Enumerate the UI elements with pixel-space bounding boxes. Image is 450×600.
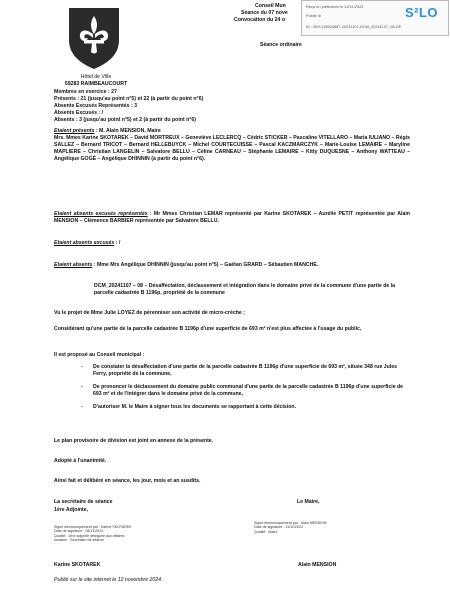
body-p6: Ainsi fait et délibéré en séance, les jour, mois et an susdits.	[54, 478, 201, 484]
excused-paragraph	[54, 240, 410, 247]
council-line-1: Conseil Mun	[255, 3, 286, 9]
excused-represented-label: Etaient absents excusés représentés	[54, 211, 148, 217]
deliberation-title: DCM_20241107 – 08 – Désaffectation, déclassement et intégration dans le domaine privé de la commune d'une partie de la parcelle cadastrée B 1196p, propriété de la commune	[94, 283, 396, 296]
stamp-received: Reçu en préfecture le 12/11/2024	[306, 4, 364, 9]
mayor-title: Le Maire,	[297, 499, 320, 505]
body-p3: Il est proposé au Conseil municipal :	[54, 352, 145, 358]
prefecture-stamp	[301, 0, 449, 36]
body-p2: Considérant qu'une partie de la parcelle cadastrée B 1196p d'une superficie de 693 m² n'est plus affectée à l'usage du public,	[54, 326, 362, 332]
town-hall: Hôtel de Ville	[80, 74, 112, 80]
sig-line: Qualité : 1ère adjointe déléguée aux affaires	[54, 533, 125, 538]
attendance-block	[54, 89, 414, 124]
sig-line: Signé électroniquement par : Alain MENSION	[254, 521, 327, 525]
excused-label: Etaient absents excusés	[54, 240, 115, 246]
session-type: Séance ordinaire	[260, 42, 302, 48]
present-paragraph	[54, 128, 410, 163]
publication-note: Publié sur le site internet le 12 novembre 2024.	[54, 577, 163, 583]
decision-item: - De constater la désaffectation d'une partie de la parcelle cadastrée B 1196p d'une superficie de 693 m², située 348 rue Jules Ferry, propriété de la commune,	[81, 364, 409, 378]
town-address: 59283 RAIMBEAUCOURT	[64, 81, 128, 87]
sig-line: Date de signature : 08/11/2024	[54, 529, 104, 534]
stamp-published: Publié le	[306, 13, 321, 18]
excused-represented-text: : Mr Mmes Christian LEMAR représenté par Karine SKOTAREK – Aurélie PETIT représentée par Alain MENSION – Clémence BARBIER représentée par Salvatore BELLU.	[54, 211, 410, 224]
sig-line: Date de signature : 11/11/2024	[254, 525, 303, 530]
slo-logo: S²LO	[404, 5, 438, 20]
absent-label: Etaient absents	[54, 262, 93, 268]
excused-represented-paragraph	[54, 211, 410, 225]
absent-text: : Mme Mrs Angélique DHINNIN (jusqu'au point n°5) – Gaëtan GRARD – Sébastien MANCHE.	[92, 262, 319, 268]
secretary-role: 1ère Adjointe,	[54, 507, 89, 513]
present-count: Présents : 21 (jusqu'au point n°5) et 22 (à partir du point n°6)	[54, 95, 204, 102]
excused-text: : /	[114, 240, 121, 246]
council-line-3: Convocation du 24 o	[234, 17, 286, 23]
council-line-2: Séance du 07 nove	[241, 10, 288, 16]
secretary-e-signature	[54, 525, 214, 543]
absent-count: Absents : 3 (jusqu'au point n°5) et 2 (à partir du point n°6)	[54, 116, 196, 123]
sig-line: Signé électroniquement par : Karine SKOTAREK	[54, 525, 132, 529]
sig-line: Qualité : Maire	[254, 529, 278, 534]
present-names: Mrs. Mmes Karine SKOTAREK – David MORTREUX – Geneviève LECLERCQ – Cédric STICKER – Pascaline VITELLARO – Maria IULIANO – Régis SALLEZ – Bernard TRICOT – Bernard HELLEBUYCK – Michel COURTECUISSE – Pascal KACZMARCZYK – Marie-Louise LEMAIRE – Maryline MAPLIERE – Christian LANGELIN – Salvatore BELLU – Céline CARNEAU – Stéphanie LEMAIRE – Kitty DUQUESNE – Anthony WATTEAU – Angélique GOGÉ – Angélique DHINNIN (à partir du point n°6).	[54, 134, 410, 162]
present-lead: : M. Alain MENSION, Maire	[94, 128, 161, 134]
stamp-id: ID : 059-215904887-20241107-DCM_20241107_08-DE	[306, 24, 402, 29]
body-p5: Adopté à l'unanimité.	[54, 458, 107, 464]
mayor-name: Alain MENSION	[298, 562, 337, 568]
body-p4: Le plan provisoire de division est joint en annexe de la présente.	[54, 438, 214, 444]
excused-represented-count: Absents Excusés Représentés : 3	[54, 102, 138, 109]
decision-item: - D'autoriser M. le Maire à signer tous les documents se rapportant à cette décision.	[81, 404, 409, 411]
decision-item: - De prononcer le déclassement du domaine public communal d'une partie de la parcelle cadastrée B 1196p d'une superficie de 693 m² et de l'intégrer dans le domaine privé de la commune,	[81, 384, 409, 398]
present-label: Etaient présents	[54, 128, 95, 134]
excused-count: Absents Excusés : /	[54, 109, 104, 116]
decision-list	[81, 364, 409, 411]
secretary-name: Karine SKOTAREK	[54, 562, 101, 568]
members-count: Membres en exercice : 27	[54, 89, 117, 95]
absent-paragraph	[54, 262, 410, 269]
sig-line: sociales - Secrétaire de séance	[54, 538, 105, 543]
town-crest	[66, 6, 122, 70]
secretary-title: La secrétaire de séance	[54, 499, 113, 505]
mayor-e-signature	[254, 521, 404, 534]
body-p1: Vu le projet de Mme Julie LOYEZ de pérenniser son activité de micro-crèche ;	[54, 310, 245, 316]
